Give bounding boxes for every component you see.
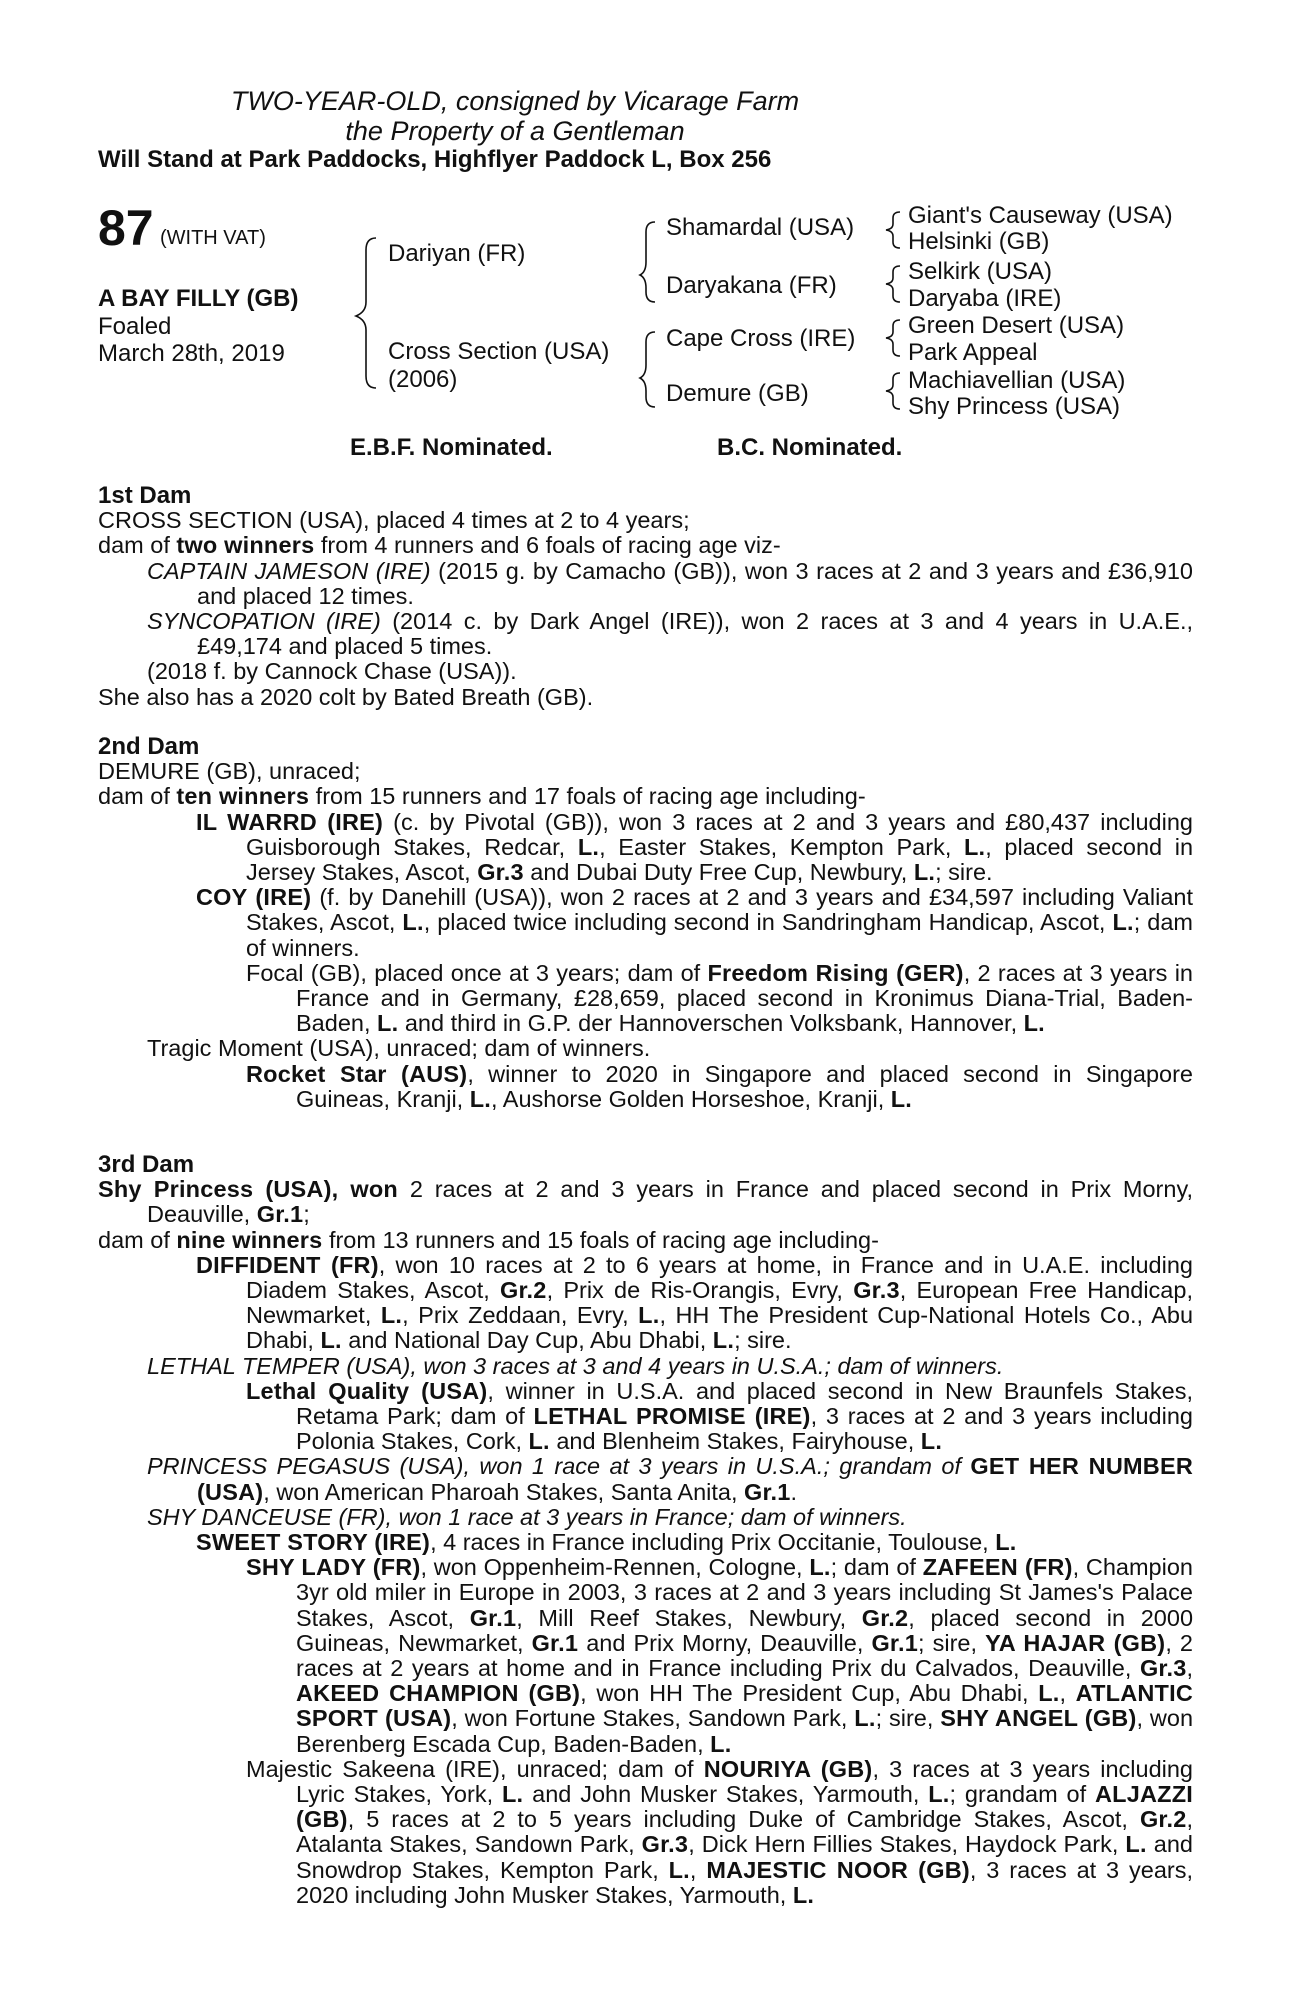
lot-name: A BAY FILLY (GB)	[98, 285, 299, 312]
produce-shy-danceuse: SHY DANCEUSE (FR), won 1 race at 3 years in France; dam of winners.	[147, 1503, 907, 1530]
produce-princess-pegasus: PRINCESS PEGASUS (USA), won 1 race at 3 years in U.S.A.; grandam of GET HER NUMBER (USA), won American Pharoah Stakes, Santa Anita, Gr.1.	[147, 1453, 1194, 1505]
produce-shy-lady: SHY LADY (FR), won Oppenheim-Rennen, Cologne, L.; dam of ZAFEEN (FR), Champion 3yr old miler in Europe in 2003, 3 races at 2 and 3 years including St James's Palace Stakes, Ascot, Gr.1, Mill Reef Stakes, Newbury, Gr.2, placed second in 2000 Guineas, Newmarket, Gr.1 and Prix Morny, Deauville, Gr.1; sire, YA HAJAR (GB), 2 races at 2 years at home and in France including Prix du Calvados, Deauville, Gr.3, AKEED CHAMPION (GB), won HH The President Cup, Abu Dhabi, L., ATLANTIC SPORT (USA), won Fortune Stakes, Sandown Park, L.; sire, SHY ANGEL (GB), won Berenberg Escada Cup, Baden-Baden, L.	[246, 1554, 1194, 1757]
first-dam-title: 1st Dam	[98, 482, 192, 509]
pedigree-sire-dam: Daryakana (FR)	[666, 272, 837, 299]
pedigree-sire-sire: Shamardal (USA)	[666, 214, 855, 241]
produce-syncopation: SYNCOPATION (IRE) (2014 c. by Dark Angel (IRE)), won 2 races at 3 and 4 years in U.A.E., £49,174 and placed 5 times.	[147, 608, 1193, 660]
pedigree-dam-sire: Cape Cross (IRE)	[666, 325, 856, 352]
second-dam-section	[98, 734, 1193, 1112]
produce-2018-filly: (2018 f. by Cannock Chase (USA)).	[147, 658, 517, 685]
produce-tragic-moment: Tragic Moment (USA), unraced; dam of winners.	[147, 1035, 651, 1062]
bc-nominated: B.C. Nominated.	[717, 434, 903, 461]
header-property: the Property of a Gentleman	[345, 116, 685, 146]
third-dam-title: 3rd Dam	[98, 1151, 195, 1178]
third-dam-produce-summary: dam of nine winners from 13 runners and 15 foals of racing age including-	[98, 1226, 879, 1253]
pedigree-sss: Giant's Causeway (USA)	[908, 202, 1173, 229]
pedigree-dam-dam: Demure (GB)	[666, 380, 809, 407]
first-dam-produce-summary: dam of two winners from 4 runners and 6 foals of racing age viz-	[98, 532, 781, 559]
second-dam-produce-summary: dam of ten winners from 15 runners and 17 foals of racing age including-	[98, 783, 866, 810]
second-dam-record: DEMURE (GB), unraced;	[98, 758, 361, 785]
header-stand: Will Stand at Park Paddocks, Highflyer Paddock L, Box 256	[98, 146, 772, 173]
produce-diffident: DIFFIDENT (FR), won 10 races at 2 to 6 years at home, in France and in U.A.E. including Diadem Stakes, Ascot, Gr.2, Prix de Ris-Orangis, Evry, Gr.3, European Free Handicap, Newmarket, L., Prix Zeddaan, Evry, L., HH The President Cup-National Hotels Co., Abu Dhabi, L. and National Day Cup, Abu Dhabi, L.; sire.	[196, 1251, 1194, 1354]
pedigree-dsd: Park Appeal	[908, 339, 1038, 366]
first-dam-section	[98, 483, 1193, 710]
lot-number: 87	[98, 200, 154, 256]
third-dam-record: Shy Princess (USA), won 2 races at 2 and 3 years in France and placed second in Prix Morny, Deauville, Gr.1;	[98, 1176, 1193, 1228]
pedigree-sire: Dariyan (FR)	[388, 240, 526, 267]
pedigree-sds: Selkirk (USA)	[908, 258, 1053, 285]
lot-foaled: Foaled	[98, 313, 172, 340]
pedigree-dds: Machiavellian (USA)	[908, 367, 1126, 394]
pedigree-ddd: Shy Princess (USA)	[908, 393, 1121, 420]
lot-vat: (WITH VAT)	[160, 227, 266, 249]
first-dam-record: CROSS SECTION (USA), placed 4 times at 2 to 4 years;	[98, 507, 690, 534]
produce-lethal-quality: Lethal Quality (USA), winner in U.S.A. and placed second in New Braunfels Stakes, Retama Park; dam of LETHAL PROMISE (IRE), 3 races at 2 and 3 years including Polonia Stakes, Cork, L. and Blenheim Stakes, Fairyhouse, L.	[246, 1377, 1193, 1455]
produce-coy: COY (IRE) (f. by Danehill (USA)), won 2 races at 2 and 3 years and £34,597 including Valiant Stakes, Ascot, L., placed twice including second in Sandringham Handicap, Ascot, L.; dam of winners.	[196, 884, 1193, 961]
pedigree-dss: Green Desert (USA)	[908, 312, 1125, 339]
produce-il-warrd: IL WARRD (IRE) (c. by Pivotal (GB)), won 3 races at 2 and 3 years and £80,437 including Guisborough Stakes, Redcar, L., Easter Stakes, Kempton Park, L., placed second in Jersey Stakes, Ascot, Gr.3 and Dubai Duty Free Cup, Newbury, L.; sire.	[196, 808, 1194, 886]
pedigree-dam: Cross Section (USA)	[388, 338, 610, 365]
pedigree-ssd: Helsinki (GB)	[908, 228, 1050, 255]
lot-foaled-date: March 28th, 2019	[98, 340, 285, 367]
ebf-nominated: E.B.F. Nominated.	[350, 434, 553, 461]
produce-focal: Focal (GB), placed once at 3 years; dam of Freedom Rising (GER), 2 races at 3 years in France and in Germany, £28,659, placed second in Kronimus Diana-Trial, Baden-Baden, L. and third in G.P. der Hannoverschen Volksbank, Hannover, L.	[246, 959, 1194, 1037]
header-consignor: TWO-YEAR-OLD, consigned by Vicarage Farm	[230, 86, 800, 116]
produce-lethal-temper: LETHAL TEMPER (USA), won 3 races at 3 and 4 years in U.S.A.; dam of winners.	[147, 1352, 1004, 1379]
first-dam-2020-colt: She also has a 2020 colt by Bated Breath (GB).	[98, 683, 594, 710]
pedigree-dam-year: (2006)	[388, 366, 458, 393]
produce-captain-jameson: CAPTAIN JAMESON (IRE) (2015 g. by Camacho (GB)), won 3 races at 2 and 3 years and £36,910 and placed 12 times.	[147, 557, 1193, 609]
produce-rocket-star: Rocket Star (AUS), winner to 2020 in Singapore and placed second in Singapore Guineas, Kranji, L., Aushorse Golden Horseshoe, Kranji, L.	[246, 1060, 1193, 1112]
third-dam-section	[98, 1152, 1193, 1908]
pedigree-sdd: Daryaba (IRE)	[908, 285, 1062, 312]
second-dam-title: 2nd Dam	[98, 733, 200, 760]
produce-sweet-story: SWEET STORY (IRE), 4 races in France including Prix Occitanie, Toulouse, L.	[196, 1529, 1017, 1556]
produce-majestic-sakeena: Majestic Sakeena (IRE), unraced; dam of NOURIYA (GB), 3 races at 3 years including Lyric Stakes, York, L. and John Musker Stakes, Yarmouth, L.; grandam of ALJAZZI (GB), 5 races at 2 to 5 years including Duke of Cambridge Stakes, Ascot, Gr.2, Atalanta Stakes, Sandown Park, Gr.3, Dick Hern Fillies Stakes, Haydock Park, L. and Snowdrop Stakes, Kempton Park, L., MAJESTIC NOOR (GB), 3 races at 3 years, 2020 including John Musker Stakes, Yarmouth, L.	[246, 1755, 1193, 1908]
